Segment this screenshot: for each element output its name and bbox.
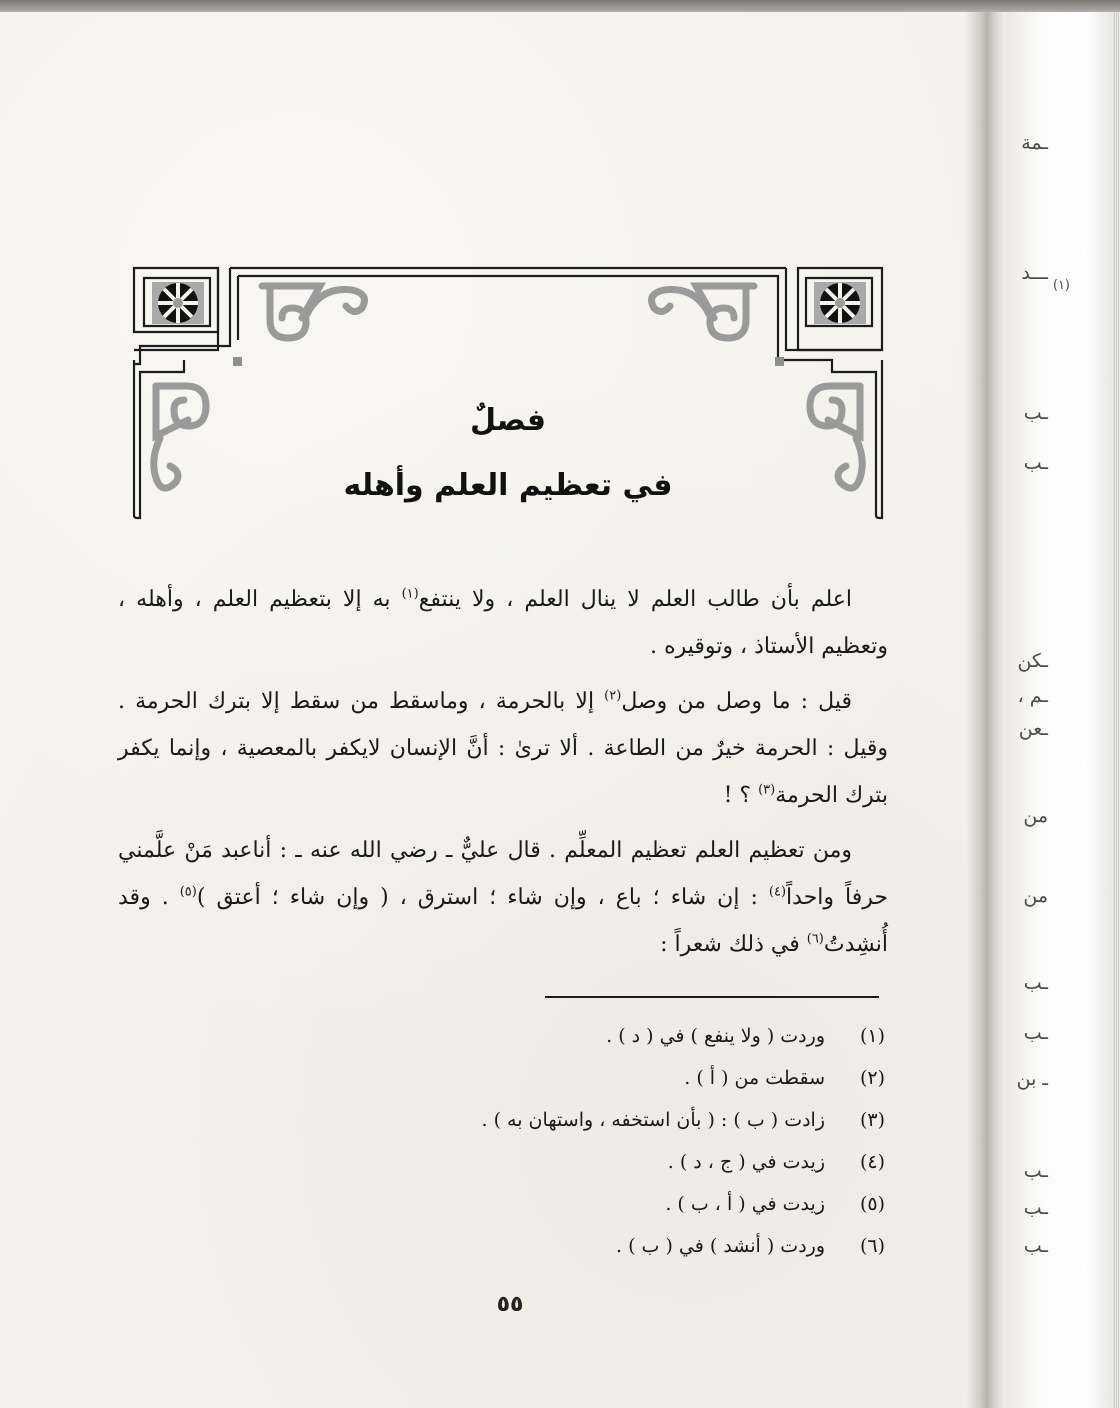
page-stack-edge xyxy=(1114,12,1120,1408)
facing-page-fragment: ـب xyxy=(1023,402,1048,424)
footnote-item: (١) وردت ( ولا ينفع ) في ( د ) . xyxy=(606,1025,885,1047)
footnote-ref-2[interactable]: (٢) xyxy=(604,688,622,704)
page-number: ٥٥ xyxy=(496,1292,524,1317)
book-gutter xyxy=(965,12,1005,1408)
footnote-item: (٣) زادت ( ب ) : ( بأن استخفه ، واستهان به ) . xyxy=(481,1109,885,1131)
facing-page-fragment: ـــد xyxy=(1021,262,1048,284)
facing-page-fragment: (١) xyxy=(1052,278,1070,293)
facing-page-fragment: ـكن xyxy=(1017,650,1048,672)
facing-page-fragment: ـب xyxy=(1023,1022,1048,1044)
footnote-separator xyxy=(545,996,879,998)
footnotes-list xyxy=(420,1015,885,1267)
chapter-heading: فصلٌ xyxy=(470,403,546,438)
facing-page-fragment: ـب xyxy=(1023,1235,1048,1257)
footnote-ref-4[interactable]: (٤) xyxy=(768,884,787,900)
footnote-item: (٢) سقطت من ( أ ) . xyxy=(684,1067,885,1089)
footnote-ref-6[interactable]: (٦) xyxy=(806,931,824,947)
facing-page-fragment: ـب xyxy=(1023,1160,1048,1182)
facing-page-fragment: ـب xyxy=(1023,452,1048,474)
footnote-ref-3[interactable]: (٣) xyxy=(758,782,776,798)
facing-page-fragment: ـمة xyxy=(1021,132,1048,154)
facing-page-edge xyxy=(1005,12,1120,1408)
facing-page-fragment: ـم ، xyxy=(1017,685,1048,707)
footnote-item: (٦) وردت ( أنشد ) في ( ب ) . xyxy=(616,1235,885,1257)
facing-page-fragment: ـب xyxy=(1023,972,1048,994)
body-text xyxy=(118,576,888,976)
chapter-title: في تعظيم العلم وأهله xyxy=(343,468,673,503)
facing-page-fragment: من xyxy=(1023,885,1048,907)
paragraph-2: قيل : ما وصل من وصل$^{(٢)}$ إلا بالحرمة ، وماسقط من سقط إلا بترك الحرمة . وقيل : الحرمة خيرٌ من الطاعة . ألا ترىٰ : أنَّ الإنسان لايكفر بالمعصية ، وإنما يكفر بترك الحرمة$^{(٣)}$ ؟ ! xyxy=(118,688,888,808)
footnote-ref-5[interactable]: (٥) xyxy=(179,884,197,900)
footnote-ref-1[interactable]: (١) xyxy=(401,586,419,602)
facing-page-fragment: ـ بن xyxy=(1016,1068,1048,1090)
footnote-item: (٥) زيدت في ( أ ، ب ) . xyxy=(665,1193,885,1215)
paragraph-3: ومن تعظيم العلم تعظيم المعلِّم . قال عليٌّ ـ رضي الله عنه ـ : أناعبد مَنْ علَّمني حرفاً واحداً$^{(٤)}$ : إن شاء ؛ باع ، وإن شاء ؛ استرق ، ( وإن شاء ؛ أعتق )$^{(٥)}$ . وقد أُنشِدتُ$^{(٦)}$ في ذلك شعراً : xyxy=(118,838,888,957)
facing-page-fragment: من xyxy=(1023,805,1048,827)
footnote-item: (٤) زيدت في ( ج ، د ) . xyxy=(667,1151,885,1173)
facing-page-fragment: ـعن xyxy=(1018,718,1048,740)
paragraph-1: اعلم بأن طالب العلم لا ينال العلم ، ولا ينتفع$^{(١)}$ به إلا بتعظيم العلم ، وأهله ، وتعظيم الأستاذ ، وتوقيره . xyxy=(118,586,888,659)
facing-page-fragment: ـب xyxy=(1023,1197,1048,1219)
